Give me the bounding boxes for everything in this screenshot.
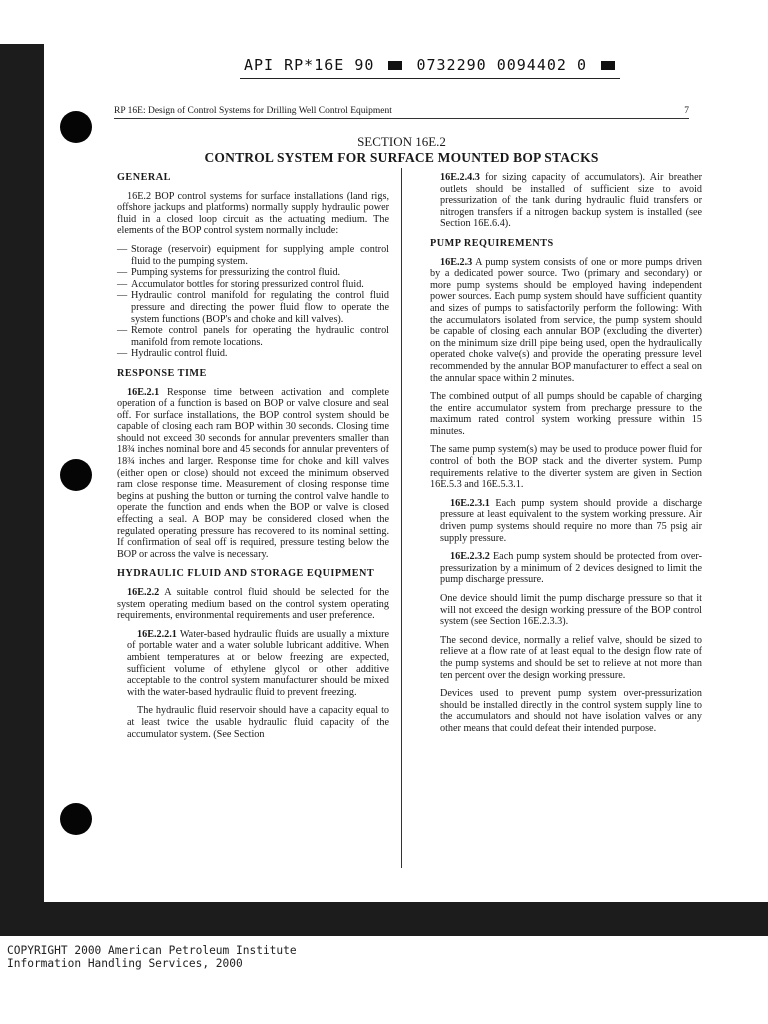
paragraph-same-pump: The same pump system(s) may be used to produce power fluid for control of both the BOP stack and the diverter system. Pump requirements relative to the diverter system are given in Section 16E.5.3 and 16E.5.3.1. bbox=[430, 444, 702, 491]
list-item: — Accumulator bottles for storing pressurized control fluid. bbox=[117, 279, 389, 291]
copyright-line: COPYRIGHT 2000 American Petroleum Institute bbox=[7, 944, 297, 957]
paragraph-16e2-3-2: 16E.2.3.2 Each pump system should be protected from over-pressurization by a minimum of 2 devices designed to limit the pump discharge pressure. bbox=[440, 551, 702, 586]
document-page bbox=[44, 44, 768, 902]
right-column bbox=[430, 172, 702, 742]
scanned-page-frame bbox=[0, 44, 768, 936]
paragraph-16e2-1: 16E.2.1 Response time between activation and complete operation of a function is based on BOP or valve closure and seal off. For surface installations, the BOP control system should be capable of closing each ram BOP within 30 seconds. Closing time should not exceed 30 seconds for annular preventers smaller than 18¾ inches nominal bore and 45 seconds for annular preventers of 18¾ inches and larger. Response time for choke and kill valves (either open or close) should not exceed the minimum observed ram close response time. Measurement of closing response time begins at pushing the button or turning the control valve handle to operate the function and ends when the BOP or valve is closed effecting a seal. A BOP may be considered closed when the regulated operating pressure has recovered to its nominal setting. If confirmation of seal off is required, pressure testing below the BOP or across the valve is necessary. bbox=[117, 386, 389, 560]
paragraph-second-device: The second device, normally a relief valve, should be sized to relieve at a flow rate of at least equal to the design flow rate of the pump systems and should be set to relieve at not more than ten percent over the design working pressure. bbox=[440, 634, 702, 681]
stamp-right: 0732290 0094402 0 bbox=[416, 56, 587, 74]
section-title: CONTROL SYSTEM FOR SURFACE MOUNTED BOP STACKS bbox=[204, 150, 599, 165]
stamp-block-mark bbox=[388, 61, 402, 70]
list-item: — Storage (reservoir) equipment for supplying ample control fluid to the pumping system. bbox=[117, 244, 389, 267]
stamp-underline bbox=[240, 78, 620, 79]
paragraph-id: 16E.2.2 bbox=[127, 587, 160, 598]
paragraph-16e2-3-1: 16E.2.3.1 Each pump system should provide a discharge pressure at least equivalent to the system working pressure. Air driven pump systems should require no more than 75 psig air supply pressure. bbox=[440, 497, 702, 544]
paragraph-id: 16E.2.3.1 bbox=[450, 497, 490, 509]
left-column bbox=[117, 172, 389, 747]
paragraph-16e2-2: 16E.2.2 A suitable control fluid should be selected for the system operating medium based on the control system operating requirements, environmental requirements and user preference. bbox=[117, 587, 389, 622]
running-head-title: RP 16E: Design of Control Systems for Drilling Well Control Equipment bbox=[114, 106, 392, 116]
copyright-notice bbox=[7, 944, 297, 970]
punch-hole bbox=[60, 111, 92, 143]
copyright-line: Information Handling Services, 2000 bbox=[7, 957, 243, 970]
punch-hole bbox=[60, 459, 92, 491]
document-id-stamp bbox=[244, 56, 619, 74]
list-item: — Hydraulic control fluid. bbox=[117, 348, 389, 360]
list-item: — Hydraulic control manifold for regulating the control fluid pressure and directing the power fluid flow to operate the system functions (BOP's and choke and kill valves). bbox=[117, 290, 389, 325]
column-divider bbox=[401, 168, 402, 868]
paragraph-one-device: One device should limit the pump discharge pressure so that it will not exceed the design working pressure of the BOP control system (see Section 16E.2.3.3). bbox=[440, 593, 702, 628]
section-number: SECTION 16E.2 bbox=[357, 134, 446, 149]
paragraph-id: 16E.2.2.1 bbox=[137, 628, 177, 640]
list-item: — Pumping systems for pressurizing the control fluid. bbox=[117, 267, 389, 279]
running-head bbox=[114, 106, 689, 119]
paragraph-id: 16E.2.3.2 bbox=[450, 551, 490, 563]
stamp-block-mark bbox=[601, 61, 615, 70]
heading-pump-requirements: PUMP REQUIREMENTS bbox=[430, 237, 554, 249]
paragraph-id: 16E.2.4.3 bbox=[440, 172, 480, 183]
paragraph-devices: Devices used to prevent pump system over-pressurization should be installed directly in the control system supply line to the accumulators and should not have isolation valves or any other means that could defeat their intended purpose. bbox=[440, 688, 702, 734]
paragraph-combined-output: The combined output of all pumps should be capable of charging the entire accumulator system from precharge pressure to the maximum rated control system working pressure within 15 minutes. bbox=[430, 391, 702, 437]
paragraph-reservoir: The hydraulic fluid reservoir should have a capacity equal to at least twice the usable hydraulic fluid capacity of the accumulator system. (See Section bbox=[127, 705, 389, 740]
heading-general: GENERAL bbox=[117, 172, 171, 183]
stamp-left: API RP*16E 90 bbox=[244, 56, 375, 74]
paragraph-16e2: 16E.2 BOP control systems for surface installations (land rigs, offshore jackups and platforms) normally supply hydraulic power fluid in a closed loop circuit as the actuating medium. The elements of the BOP control system normally include: bbox=[117, 190, 389, 237]
bop-elements-list bbox=[117, 244, 389, 360]
list-item: — Remote control panels for operating the hydraulic control manifold from remote locations. bbox=[117, 325, 389, 348]
paragraph-continued: 16E.2.4.3 for sizing capacity of accumulators). Air breather outlets should be installed of sufficient size to avoid pressurization of the tank during hydraulic fluid transfers or nitrogen transfers if a nitrogen backup system is installed (see Section 16E.6.4). bbox=[440, 172, 702, 230]
paragraph-16e2-2-1: 16E.2.2.1 Water-based hydraulic fluids are usually a mixture of portable water and a water soluble lubricant additive. When ambient temperatures at or below freezing are expected, sufficient volume of ethylene glycol or other additive acceptable to the control system manufacturer should be mixed with the water-based hydraulic fluid to prevent freezing. bbox=[127, 628, 389, 698]
paragraph-id: 16E.2.3 bbox=[440, 256, 473, 268]
paragraph-16e2-3: 16E.2.3 A pump system consists of one or more pumps driven by a dedicated power source. Two (primary and secondary) or more pump systems should be employed having independent power sources. Each pump system should have sufficient quantity and sizes of pumps to satisfactorily perform the following: With the accumulators isolated from service, the pump system should be capable of closing each annular BOP (excluding the diverter) on the minimum size drill pipe being used, open the hydraulically operated choke valve(s) and provide the operating pressure level recommended by the annular BOP manufacturer to effect a seal on the annular space within 2 minutes. bbox=[430, 256, 702, 384]
paragraph-id: 16E.2.1 bbox=[127, 386, 160, 398]
heading-response-time: RESPONSE TIME bbox=[117, 367, 207, 379]
punch-hole bbox=[60, 803, 92, 835]
heading-hydraulic-fluid: HYDRAULIC FLUID AND STORAGE EQUIPMENT bbox=[117, 568, 375, 580]
page-number: 7 bbox=[684, 106, 689, 116]
